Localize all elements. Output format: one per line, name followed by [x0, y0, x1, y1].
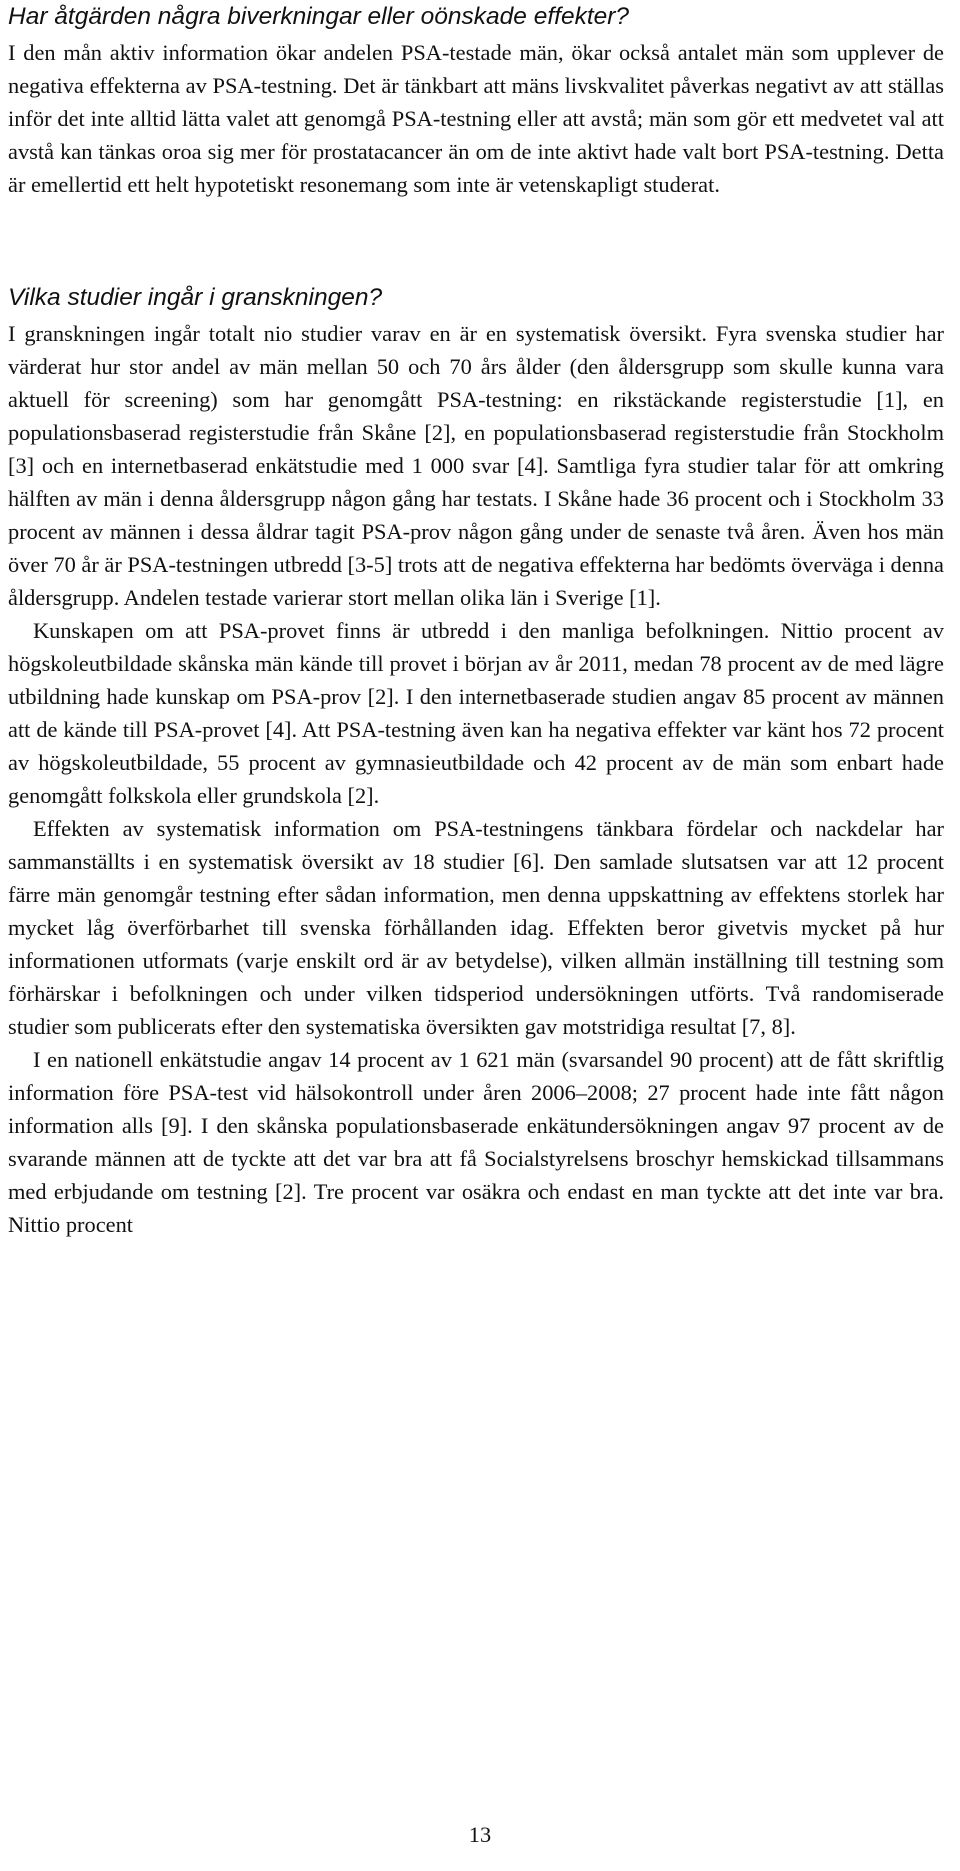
paragraph-information-effect: Effekten av systematisk information om PSA-testningens tänkbara fördelar och nackdelar har sammanställts i en systematisk översikt av 18 studier [6]. Den samlade slutsatsen var att 12 procent färre män genomgår testning efter sådan information, men denna uppskattning av effektens storlek har mycket låg överförbarhet till svenska förhållanden idag. Effekten beror givetvis mycket på hur informationen utformats (varje enskilt ord är av betydelse), vilken allmän inställning till testning som förhärskar i befolkningen och under vilken tidsperiod undersökningen utförts. Två randomiserade studier som publicerats efter den systematiska översikten gav motstridiga resultat [7, 8].	[8, 816, 944, 1039]
section-side-effects	[8, 2, 944, 201]
section-heading-side-effects: Har åtgärden några biverkningar eller oönskade effekter?	[8, 3, 630, 30]
paragraph-side-effects: I den mån aktiv information ökar andelen PSA-testade män, ökar också antalet män som upplever de negativa effekterna av PSA-testning. Det är tänkbart att mäns livskvalitet påverkas negativt av att ställas inför det inte alltid lätta valet att genomgå PSA-testning eller att avstå; män som gör ett medvetet val att avstå kan tänkas oroa sig mer för prostatacancer än om de inte aktivt hade valt bort PSA-testning. Detta är emellertid ett helt hypotetiskt resonemang som inte är vetenskapligt studerat.	[8, 40, 944, 197]
section-included-studies	[8, 283, 944, 1241]
paragraph-awareness: Kunskapen om att PSA-provet finns är utbredd i den manliga befolkningen. Nittio procent av högskoleutbildade skånska män kände till provet i början av år 2011, medan 78 procent av de med lägre utbildning hade kunskap om PSA-prov [2]. I den internetbaserade studien angav 85 procent av männen att de kände till PSA-provet [4]. Att PSA-testning även kan ha negativa effekter var känt hos 72 procent av högskoleutbildade, 55 procent av gymnasieutbildade och 42 procent av de män som enbart hade genomgått folkskola eller grundskola [2].	[8, 618, 944, 808]
paragraph-studies-overview: I granskningen ingår totalt nio studier varav en är en systematisk översikt. Fyra svenska studier har värderat hur stor andel av män mellan 50 och 70 års ålder (den åldersgrupp som skulle kunna vara aktuell för screening) som har genomgått PSA-testning: en rikstäckande registerstudie [1], en populationsbaserad registerstudie från Skåne [2], en populationsbaserad registerstudie från Stockholm [3] och en internetbaserad enkätstudie med 1 000 svar [4]. Samtliga fyra studier talar för att omkring hälften av män i denna åldersgrupp någon gång har testats. I Skåne hade 36 procent och i Stockholm 33 procent av männen i dessa åldrar tagit PSA-prov någon gång under de senaste två åren. Även hos män över 70 år är PSA-testningen utbredd [3-5] trots att de negativa effekterna har bedömts överväga i denna åldersgrupp. Andelen testade varierar stort mellan olika län i Sverige [1].	[8, 321, 944, 610]
section-heading-included-studies: Vilka studier ingår i granskningen?	[8, 284, 383, 311]
paragraph-national-survey: I en nationell enkätstudie angav 14 procent av 1 621 män (svarsandel 90 procent) att de fått skriftlig information före PSA-test vid hälsokontroll under åren 2006–2008; 27 procent hade inte fått någon information alls [9]. I den skånska populationsbaserade enkätundersökningen angav 97 procent av de svarande männen att de tyckte att det var bra att få Socialstyrelsens broschyr hemskickad tillsammans med erbjudande om testning [2]. Tre procent var osäkra och endast en man tyckte att det inte var bra. Nittio procent	[8, 1047, 944, 1237]
page-number: 13	[468, 1822, 492, 1847]
